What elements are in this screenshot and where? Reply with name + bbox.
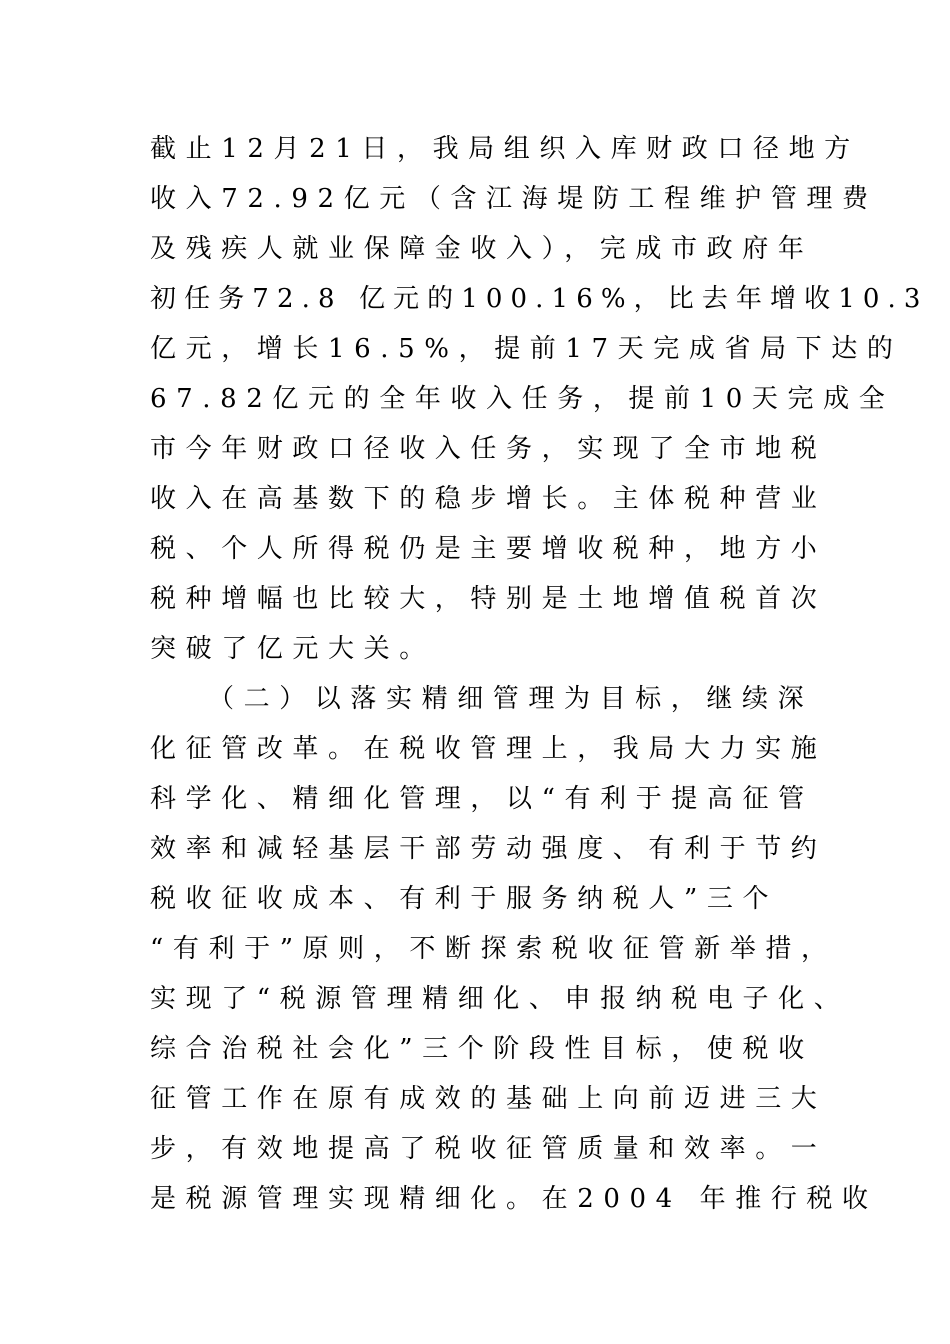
text-line: 67.82亿元的全年收入任务，提前10天完成全 [150,384,895,414]
text-line: 税种增幅也比较大，特别是土地增值税首次 [150,584,827,614]
text-line: 收入在高基数下的稳步增长。主体税种营业 [150,484,827,514]
text-line: 税、个人所得税仍是主要增收税种，地方小 [150,534,827,564]
text-line: 市今年财政口径收入任务，实现了全市地税 [150,434,827,464]
text-line: 亿元，增长16.5%，提前17天完成省局下达的 [150,334,903,364]
text-line: 征管工作在原有成效的基础上向前迈进三大 [150,1084,827,1114]
text-line: 实现了“税源管理精细化、申报纳税电子化、 [150,984,850,1014]
text-line: 收入72.92亿元（含江海堤防工程维护管理费 [150,184,878,214]
text-line: 效率和减轻基层干部劳动强度、有利于节约 [150,834,827,864]
text-line: 税收征收成本、有利于服务纳税人”三个 [150,884,779,914]
text-line: 科学化、精细化管理，以“有利于提高征管 [150,784,814,814]
text-line: 是税源管理实现精细化。在2004 年推行税收 [150,1184,878,1214]
text-line: 突破了亿元大关。 [150,634,435,664]
text-line: 步，有效地提高了税收征管质量和效率。一 [150,1134,827,1164]
body-text [150,124,929,1224]
text-line: 截止12月21日，我局组织入库财政口径地方 [150,134,860,164]
text-line: 化征管改革。在税收管理上，我局大力实施 [150,734,827,764]
text-line: 初任务72.8 亿元的100.16%，比去年增收10.3 [150,284,929,314]
text-line: 及残疾人就业保障金收入），完成市政府年 [150,234,814,264]
text-line: 综合治税社会化”三个阶段性目标，使税收 [150,1034,814,1064]
text-line: “有利于”原则，不断探索税收征管新举措， [150,934,837,964]
section-heading-line: （二）以落实精细管理为目标，继续深 [208,684,814,714]
